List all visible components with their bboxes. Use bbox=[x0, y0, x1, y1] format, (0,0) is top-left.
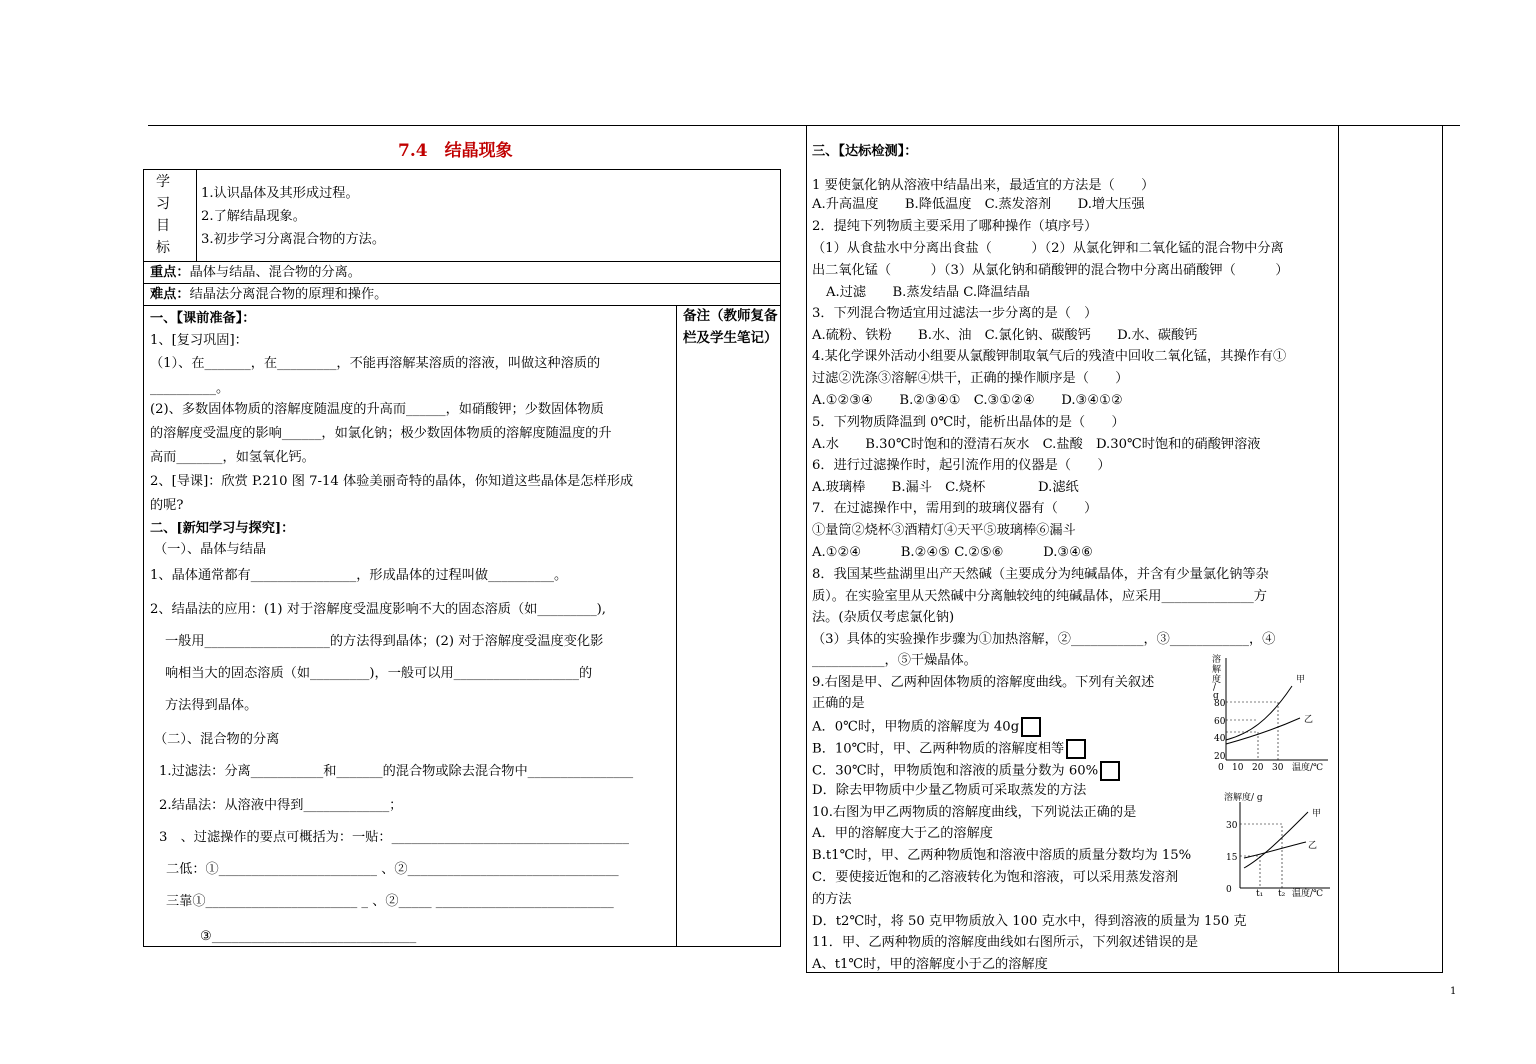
test-line-text: 的方法 bbox=[812, 892, 852, 907]
test-line-text: ___________，⑤干燥晶体。 bbox=[812, 653, 977, 668]
lesson-line: ③_______________________________ bbox=[200, 929, 417, 944]
lesson-line: (2)、多数固体物质的溶解度随温度的升高而______，如硝酸钾；少数固体物质 bbox=[150, 402, 604, 417]
chart2-series-label: 甲 bbox=[1312, 809, 1322, 819]
table-border-left bbox=[143, 169, 144, 947]
test-line bbox=[812, 177, 1154, 195]
test-line-text: C．30℃时，甲物质饱和溶液的质量分数为 60% bbox=[812, 763, 1099, 779]
table-border-right bbox=[780, 169, 781, 947]
test-line-text: A.过滤 B.蒸发结晶 C.降温结晶 bbox=[826, 285, 1030, 300]
test-line bbox=[812, 913, 1247, 931]
lesson-line: 三靠①_______________________ _ 、②_____ ___________________________ bbox=[166, 894, 614, 909]
lesson-line: 二、[新知学习与探究]： bbox=[150, 521, 295, 536]
test-line-text: 出二氧化锰（ ）（3）从氯化钠和硝酸钾的混合物中分离出硝酸钾（ ） bbox=[812, 263, 1289, 278]
test-line-text: A.玻璃棒 B.漏斗 C.烧杯 D.滤纸 bbox=[812, 480, 1079, 495]
test-line bbox=[812, 869, 1178, 887]
chart1-series-label: 乙 bbox=[1304, 715, 1314, 725]
answer-box bbox=[1100, 761, 1120, 781]
test-line-text: A.①②④ B.②④⑤ C.②⑤⑥ D.③④⑥ bbox=[812, 545, 1093, 560]
test-line bbox=[812, 370, 1129, 388]
test-line-text: 过滤②洗涤③溶解④烘干，正确的操作顺序是（ ） bbox=[812, 371, 1129, 386]
test-line bbox=[812, 500, 1097, 518]
answer-box bbox=[1021, 717, 1041, 737]
test-line-text: 正确的是 bbox=[812, 696, 865, 711]
test-line bbox=[826, 284, 1030, 302]
objective-item: 3.初步学习分离混合物的方法。 bbox=[201, 232, 386, 247]
test-line-text: 6．进行过滤操作时，起引流作用的仪器是（ ） bbox=[812, 458, 1111, 473]
chart1-ytick: 40 bbox=[1214, 734, 1226, 744]
test-line-text: A.①②③④ B.②③④① C.③①②④ D.③④①② bbox=[812, 393, 1123, 408]
test-line bbox=[812, 544, 1093, 562]
lesson-line: 1.过滤法：分离___________和_______的混合物或除去混合物中________________ bbox=[159, 764, 634, 779]
test-line bbox=[812, 392, 1123, 410]
test-line bbox=[812, 631, 1275, 649]
test-line-text: ①量筒②烧杯③酒精灯④天平⑤玻璃棒⑥漏斗 bbox=[812, 523, 1076, 538]
test-line bbox=[812, 891, 852, 909]
test-line-text: A.硫粉、铁粉 B.水、油 C.氯化钠、碳酸钙 D.水、碳酸钙 bbox=[812, 328, 1198, 343]
chart1-ytick: 60 bbox=[1214, 717, 1226, 727]
test-line-text: 法。(杂质仅考虑氯化钠) bbox=[812, 610, 955, 625]
page-title: 7.4 结晶现象 bbox=[398, 141, 513, 161]
test-line bbox=[812, 956, 1048, 974]
lesson-line: 1、[复习巩固]： bbox=[150, 333, 248, 348]
test-line bbox=[812, 588, 1267, 606]
lesson-line: 一般用___________________的方法得到晶体；(2) 对于溶解度受温度变化影 bbox=[165, 634, 604, 649]
test-line bbox=[812, 804, 1136, 822]
test-line-text: 10.右图为甲乙两物质的溶解度曲线，下列说法正确的是 bbox=[812, 805, 1137, 820]
chart2-ytick: 0 bbox=[1226, 885, 1232, 895]
test-line-text: A.水 B.30℃时饱和的澄清石灰水 C.盐酸 D.30℃时饱和的硝酸钾溶液 bbox=[812, 437, 1261, 452]
chart2-ylabel: 溶解度/ g bbox=[1224, 793, 1263, 803]
chart1-ytick: 80 bbox=[1214, 699, 1226, 709]
test-line-text: C．要使接近饱和的乙溶液转化为饱和溶液，可以采用蒸发溶剂 bbox=[812, 870, 1179, 885]
test-line-text: 4.某化学课外活动小组要从氯酸钾制取氧气后的残渣中回收二氧化锰，其操作有① bbox=[812, 349, 1287, 364]
test-line-text: A.升高温度 B.降低温度 C.蒸发溶剂 D.增大压强 bbox=[812, 197, 1145, 212]
table-divider bbox=[143, 261, 781, 262]
chart1-ylabel-char: 度 bbox=[1212, 675, 1222, 685]
test-line bbox=[812, 457, 1111, 475]
header-rule bbox=[148, 125, 1460, 126]
test-line bbox=[812, 717, 1041, 737]
lesson-line: 的呢? bbox=[150, 498, 184, 513]
lesson-line: 响相当大的固态溶质（如_________)，一般可以用___________________的 bbox=[165, 666, 593, 681]
chart2-xtick: t₂ bbox=[1278, 889, 1286, 899]
chart2-series-label: 乙 bbox=[1308, 841, 1318, 851]
objective-item: 2.了解结晶现象。 bbox=[201, 209, 306, 224]
lesson-line: （一）、晶体与结晶 bbox=[154, 542, 267, 557]
key-point-label: 重点： bbox=[150, 265, 190, 280]
test-line bbox=[812, 218, 1097, 236]
objective-label-divider bbox=[196, 169, 197, 262]
test-line-text: 3．下列混合物适宜用过滤法一步分离的是（ ） bbox=[812, 306, 1098, 321]
test-line-text: 1 要使氯化钠从溶液中结晶出来，最适宜的方法是（ ） bbox=[812, 178, 1155, 193]
solubility-chart-2 bbox=[1222, 788, 1336, 900]
test-line bbox=[812, 782, 1086, 800]
test-line bbox=[812, 609, 954, 627]
test-line bbox=[812, 847, 1191, 865]
lesson-line: 一、【课前准备】： bbox=[150, 311, 256, 326]
test-line-text: 11．甲、乙两种物质的溶解度曲线如右图所示，下列叙述错误的是 bbox=[812, 935, 1199, 950]
key-point-row bbox=[150, 264, 361, 282]
test-line-text: B.t1℃时，甲、乙两种物质饱和溶液中溶质的质量分数均为 15% bbox=[812, 848, 1192, 863]
lesson-line: （二）、混合物的分离 bbox=[154, 732, 280, 747]
test-line bbox=[812, 934, 1198, 952]
test-line-text: B．10℃时，甲、乙两种物质的溶解度相等 bbox=[812, 741, 1065, 757]
chart1-xtick: 30 bbox=[1272, 763, 1284, 773]
chart1-xlabel: 温度/℃ bbox=[1292, 763, 1324, 773]
test-line-text: 三、【达标检测】： bbox=[812, 144, 918, 159]
lesson-line: 1、晶体通常都有________________，形成晶体的过程叫做__________。 bbox=[150, 568, 568, 583]
test-line-text: 8．我国某些盐湖里出产天然碱（主要成分为纯碱晶体，并含有少量氯化钠等杂 bbox=[812, 567, 1269, 582]
test-line bbox=[812, 305, 1097, 323]
chart1-xtick: 0 bbox=[1218, 763, 1224, 773]
chart1-xtick: 20 bbox=[1252, 763, 1264, 773]
lesson-line: 2、结晶法的应用：(1) 对于溶解度受温度影响不大的固态溶质（如_________), bbox=[150, 602, 607, 617]
test-line bbox=[812, 348, 1286, 366]
chart2-ytick: 30 bbox=[1226, 821, 1238, 831]
test-line-text: 7．在过滤操作中，需用到的玻璃仪器有（ ） bbox=[812, 501, 1098, 516]
chart2-xtick: t₁ bbox=[1256, 889, 1264, 899]
chart2-ytick: 15 bbox=[1226, 853, 1238, 863]
test-line-text: （1）从食盐水中分离出食盐（ ）（2）从氯化钾和二氧化锰的混合物中分离 bbox=[812, 241, 1284, 256]
test-line bbox=[812, 240, 1284, 258]
test-line bbox=[812, 825, 993, 843]
chart1-ylabel-char: / bbox=[1213, 683, 1217, 693]
test-line bbox=[812, 674, 1154, 692]
difficulty-label: 难点： bbox=[150, 287, 190, 302]
chart1-ylabel-char: g bbox=[1213, 691, 1219, 701]
lesson-line: 2、[导课]：欣赏 P.210 图 7-14 体验美丽奇特的晶体，你知道这些晶体是怎样形成 bbox=[150, 474, 634, 489]
test-line bbox=[812, 327, 1197, 345]
lesson-line: 2.结晶法：从溶液中得到_____________； bbox=[159, 798, 403, 813]
chart1-xtick: 10 bbox=[1232, 763, 1244, 773]
test-line-text: 5．下列物质降温到 0℃时，能析出晶体的是（ ） bbox=[812, 415, 1125, 430]
test-line-text: 质）。在实验室里从天然碱中分离触较纯的纯碱晶体，应采用______________方 bbox=[812, 589, 1267, 604]
table-border-bottom bbox=[143, 946, 781, 947]
test-line-text: A、t1℃时，甲的溶解度小于乙的溶解度 bbox=[812, 957, 1048, 972]
chart1-ylabel-char: 溶 bbox=[1212, 655, 1222, 665]
test-line bbox=[812, 761, 1120, 781]
test-line-text: D．t2℃时，将 50 克甲物质放入 100 克水中，得到溶液的质量为 150 克 bbox=[812, 914, 1247, 929]
test-line bbox=[812, 479, 1079, 497]
lesson-line: __________。 bbox=[150, 381, 230, 396]
right-border-right bbox=[1442, 125, 1443, 973]
table-border-top bbox=[143, 169, 781, 170]
test-line bbox=[812, 522, 1076, 540]
test-line bbox=[812, 695, 865, 713]
chart1-ytick: 20 bbox=[1214, 752, 1226, 762]
test-line-text: 9.右图是甲、乙两种固体物质的溶解度曲线。下列有关叙述 bbox=[812, 675, 1155, 690]
objective-item: 1.认识晶体及其形成过程。 bbox=[201, 186, 359, 201]
objective-label-char: 习 bbox=[156, 196, 170, 212]
test-line-text: A．甲的溶解度大于乙的溶解度 bbox=[812, 826, 993, 841]
test-line bbox=[812, 143, 918, 161]
right-border-left bbox=[806, 125, 807, 973]
lesson-line: 方法得到晶体。 bbox=[165, 698, 258, 713]
answer-box bbox=[1066, 739, 1086, 759]
lesson-line: 二低：①________________________ 、②________________________________ bbox=[166, 862, 619, 877]
lesson-line: （1）、在_______，在_________，不能再溶解某溶质的溶液，叫做这种溶质的 bbox=[150, 356, 601, 371]
notes-column-divider bbox=[676, 305, 677, 947]
test-line bbox=[812, 196, 1145, 214]
key-point-text: 晶体与结晶、混合物的分离。 bbox=[189, 265, 361, 280]
test-line bbox=[812, 566, 1269, 584]
test-line bbox=[812, 436, 1260, 454]
table-divider bbox=[143, 283, 781, 284]
lesson-line: 3 、过滤操作的要点可概括为：一贴：____________________________________ bbox=[159, 830, 629, 845]
difficulty-text: 结晶法分离混合物的原理和操作。 bbox=[189, 287, 388, 302]
test-line-text: D．除去甲物质中少量乙物质可采取蒸发的方法 bbox=[812, 783, 1087, 798]
chart1-ylabel-char: 解 bbox=[1212, 665, 1222, 675]
right-notes-divider bbox=[1338, 125, 1339, 973]
test-line-text: 2．提纯下列物质主要采用了哪种操作（填序号） bbox=[812, 219, 1098, 234]
chart2-xlabel: 温度/℃ bbox=[1292, 889, 1324, 899]
test-line-text: A．0℃时，甲物质的溶解度为 40g bbox=[812, 719, 1020, 735]
chart1-series-label: 甲 bbox=[1296, 675, 1306, 685]
objective-label-char: 学 bbox=[156, 174, 170, 190]
test-line bbox=[812, 262, 1289, 280]
lesson-line: 高而_______，如氢氧化钙。 bbox=[150, 450, 315, 465]
objective-label-char: 目 bbox=[156, 218, 170, 234]
solubility-chart-1 bbox=[1208, 652, 1334, 774]
test-line-text: （3）具体的实验操作步骤为①加热溶解，②___________，③____________，④ bbox=[812, 632, 1276, 647]
test-line bbox=[812, 739, 1086, 759]
test-line bbox=[812, 414, 1125, 432]
difficulty-row bbox=[150, 286, 387, 304]
notes-column-header: 备注（教师复备栏及学生笔记） bbox=[683, 308, 778, 346]
objective-label-char: 标 bbox=[156, 240, 170, 256]
page-number: 1 bbox=[1450, 986, 1457, 997]
test-line bbox=[812, 652, 977, 670]
lesson-line: 的溶解度受温度的影响______，如氯化钠；极少数固体物质的溶解度随温度的升 bbox=[150, 426, 612, 441]
